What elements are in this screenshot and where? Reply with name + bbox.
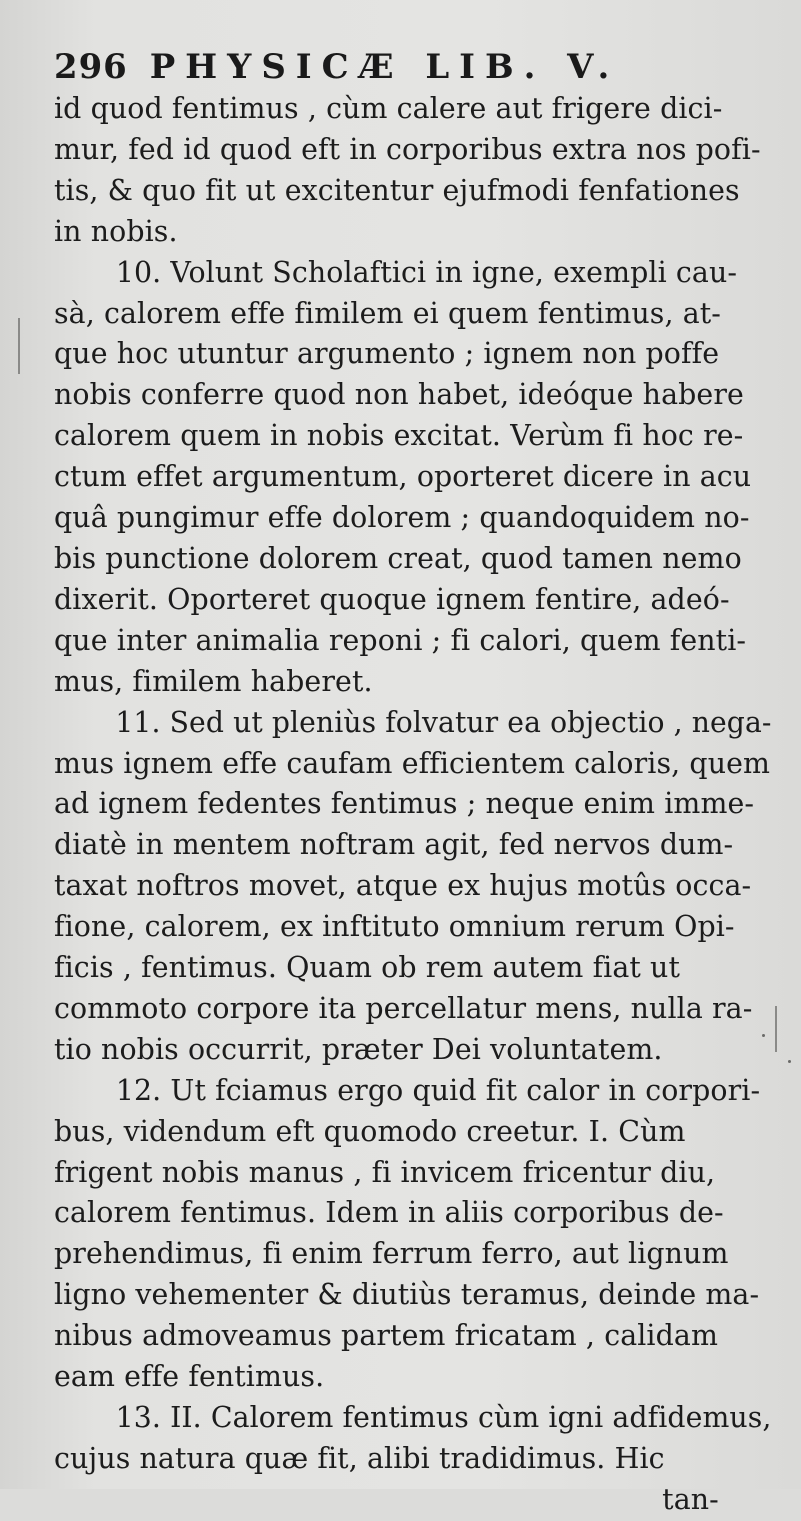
page-text <box>54 45 774 1521</box>
text-line: tio nobis occurrit, præter Dei voluntatem. <box>54 1032 663 1066</box>
text-line: dixerit. Oporteret quoque ignem fentire, adeó- <box>54 582 730 616</box>
text-line: quâ pungimur effe dolorem ; quandoquidem no- <box>54 501 750 535</box>
text-line: diatè in mentem noftram agit, fed nervos dum- <box>54 828 734 862</box>
text-line: prehendimus, fi enim ferrum ferro, aut lignum <box>54 1237 729 1271</box>
margin-mark-right <box>775 1006 777 1052</box>
text-line: ctum effet argumentum, oporteret dicere in acu <box>54 460 752 494</box>
text-line: bus, videndum eft quomodo creetur. I. Cùm <box>54 1114 686 1148</box>
text-line: ad ignem fedentes fentimus ; neque enim imme- <box>54 787 755 821</box>
text-line: frigent nobis manus , fi invicem fricentur diu, <box>54 1155 716 1189</box>
text-line: commoto corpore ita percellatur mens, nulla ra- <box>54 991 753 1025</box>
text-line: ficis , fentimus. Quam ob rem autem fiat ut <box>54 951 680 985</box>
text-line: eam effe fentimus. <box>54 1360 325 1394</box>
text-line: mus ignem effe caufam efficientem caloris, quem <box>54 746 771 780</box>
text-line: 10. Volunt Scholaftici in igne, exempli cau- <box>115 255 738 289</box>
text-line: mur, fed id quod eft in corporibus extra nos pofi- <box>54 132 761 166</box>
text-line: nibus admoveamus partem fricatam , calidam <box>54 1319 719 1353</box>
text-line: calorem quem in nobis excitat. Verùm fi hoc re- <box>54 419 744 453</box>
text-line: ligno vehementer & diutiùs teramus, deinde ma- <box>54 1278 760 1312</box>
text-line: que hoc utuntur argumento ; ignem non poffe <box>54 337 720 371</box>
catchword: tan- <box>662 1482 719 1516</box>
margin-mark-left <box>18 318 20 374</box>
margin-dot <box>788 1060 791 1063</box>
text-line: tis, & quo fit ut excitentur ejufmodi fenfationes <box>54 173 740 207</box>
body-text <box>54 89 774 1480</box>
running-header <box>54 45 772 89</box>
text-line: 12. Ut fciamus ergo quid fit calor in corpori- <box>115 1073 761 1107</box>
text-line: calorem fentimus. Idem in aliis corporibus de- <box>54 1196 724 1230</box>
running-title: PHYSICÆ LIB. V. <box>149 47 620 87</box>
text-line: que inter animalia reponi ; fi calori, quem fenti- <box>54 623 747 657</box>
text-line: bis punctione dolorem creat, quod tamen nemo <box>54 541 742 575</box>
page-number: 296 <box>54 47 128 87</box>
text-line: 11. Sed ut pleniùs folvatur ea objectio , nega- <box>115 705 772 739</box>
text-line: fione, calorem, ex inftituto omnium rerum Opi- <box>54 910 735 944</box>
text-line: nobis conferre quod non habet, ideóque habere <box>54 378 744 412</box>
text-line: mus, fimilem haberet. <box>54 664 373 698</box>
text-line: taxat noftros movet, atque ex hujus motûs occa- <box>54 869 752 903</box>
text-line: id quod fentimus , cùm calere aut frigere dici- <box>54 92 723 125</box>
text-line: sà, calorem effe fimilem ei quem fentimus, at- <box>54 296 722 330</box>
text-line: 13. II. Calorem fentimus cùm igni adfidemus, <box>115 1401 772 1434</box>
text-line: cujus natura quæ fit, alibi tradidimus. Hic <box>54 1441 665 1475</box>
text-line: in nobis. <box>54 214 178 248</box>
